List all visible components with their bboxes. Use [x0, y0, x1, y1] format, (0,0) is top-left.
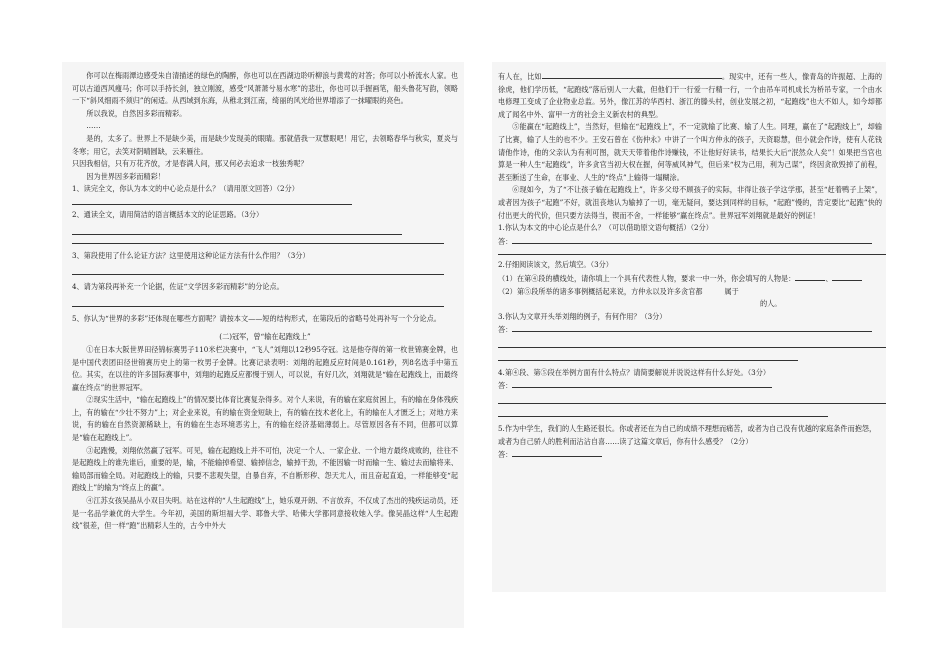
intro-conclusion: 因为世界因多彩而精彩！ — [86, 171, 165, 181]
answer-line — [72, 243, 444, 244]
answer-line — [72, 204, 352, 205]
intro-paragraph-2: 所以我说，自然因多彩而精彩。 — [86, 108, 187, 118]
answer-line — [72, 234, 402, 235]
answer-blank — [512, 235, 872, 244]
answer-line — [498, 347, 886, 348]
passage-continued-1 — [498, 70, 882, 121]
question-r2-2 — [498, 286, 882, 299]
passage-paragraph-4: ④江苏女孩吴晶从小双目失明。站在这样的“人生起跑线”上，她乐观开朗、不言放弃，不仅成了杰出的残疾运动员，还是一名品学兼优的大学生。今年初，美国的斯坦福大学、耶鲁大学、哈佛大学都同意接收她入学。像吴晶这样“人生起跑线”很差，但一样“跑”出精彩人生的，古今中外大 — [72, 496, 458, 531]
answer-label: 答： — [498, 236, 513, 246]
answer-label: 答： — [498, 325, 513, 335]
question-r2-1: （1）在第④段的横线处，请你填上一个具有代表性人物，要求一中一外，你会填写的人物是： 、 — [498, 272, 882, 286]
intro-paragraph-1: 你可以在梅雨潭边感受朱自清描述的绿色的陶醉，你也可以在西湖边聆听柳浪与黄莺的对答；你可以小桥流水人家。也可以古道西风瘦马；你可以手持长剑，独立刚渡，感受“风萧萧兮易水寒”的悲壮，你也可以手握画笔，船头鲁花写韵，领略一下“斜风细雨不须归”的闲适。从西域到东海，从稚北到江南，绮丽的风光给世界增添了一抹曜眼的亮色。 — [72, 71, 458, 106]
question-2: 2、通读全文，请用简洁的语言概括本文的论证思路。（3分） — [72, 209, 264, 219]
question-r3: 3.你认为文章开头举刘翔的例子，有何作用？（3分） — [498, 311, 667, 321]
intro-paragraph-3: 是的，太多了。世界上不是缺少美，而是缺少发现美的眼睛。那就借我一双慧眼吧！用它，去领略春华与秋实，夏炎与冬寒；用它，去笑对阴晴圆缺，云来雁往。 — [72, 133, 458, 156]
question-1: 1、读完全文，你认为本文的中心论点是什么？（请用原文回答）（2分） — [72, 184, 299, 194]
question-4: 4、请为第段再补充一个论据，佐证“文学因多彩而精彩”的分论点。 — [72, 282, 284, 292]
passage-paragraph-2: ②现实生活中，“输在起跑线上”的情况要比体育比赛复杂得多。对个人来说，有的输在家庭贫困上，有的输在身体残疾上，有的输在“少壮不努力”上；对企业来说，有的输在资金短缺上，有的输在技术老化上，有的输在人才匮乏上；对地方来说，有的输在自然资源稀缺上，有的输在生态环境恶劣上，有的输在经济基础薄弱上。尽管原因各有不同，但都可以算是“输在起跑线上”。 — [72, 395, 458, 443]
question-r2-2-end — [498, 298, 882, 311]
answer-line — [72, 274, 444, 275]
passage-paragraph-1: ①在日本大阪世界田径锦标赛男子110米栏决赛中，“飞人”刘翔以12秒95夺冠。这是他夺得的第一枚世锦赛金牌，也是中国代表团田径世锦赛历史上的第一枚男子金牌。比赛记录表明：刘翔的起跑反应时间是0.161秒，列8名选手中第五位。其实，在以往的许多国际赛事中，刘翔的起跑反应都慢于别人，可以说，有好几次，刘翔就是“输在起跑线上，而最终赢在终点”的世界冠军。 — [72, 344, 458, 392]
answer-blank — [512, 379, 772, 388]
fill-blank — [832, 272, 862, 281]
left-column — [62, 62, 464, 628]
question-text: 的人。 — [760, 299, 782, 309]
answer-blank — [512, 448, 602, 457]
question-r2: 2.仔细阅读该文，然后填空。（3分） — [498, 260, 613, 270]
question-r4: 4.第④段、第⑤段在举例方面有什么特点？请简要解说并说说这样有什么好处。（3分） — [498, 367, 770, 377]
answer-blank — [512, 323, 872, 332]
passage-text: 有人在，比如 — [498, 72, 542, 81]
passage-text: 。现实中，还有一些人，像青岛的许振超、上海的徐虎，他们学历低，“起跑线”落后别人一大截，但他们干一行爱一行精一行，一个由吊车司机成长为桥吊专家，一个由水电修理工变成了企业物业总监。另外，像江苏的华西村、浙江的滕头村，创业发展之初，“起跑线”也大不如人，如今却都成了闻名中外、富甲一方的社会主义新农村的典型。 — [498, 72, 882, 119]
intro-paragraph-4: 只因我相信，只有万花齐放，才是春满人间，那又何必去追求一枝独秀呢？ — [72, 159, 308, 169]
answer-line — [72, 306, 444, 307]
fill-blank — [542, 70, 722, 79]
question-text: （1）在第④段的横线处，请你填上一个具有代表性人物，要求一中一外，你会填写的人物是： — [498, 273, 796, 283]
answer-row — [498, 379, 882, 393]
question-3: 3、第段使用了什么论证方法？这里使用这种论证方法有什么作用？（3分） — [72, 250, 310, 260]
question-text: （2）第⑤段所举的诸多事例概括起来说，方仲永以及许多贪官都 — [498, 286, 703, 296]
passage-paragraph-3: ③起跑慢，刘翔依然赢了冠军。可见，输在起跑线上并不可怕，决定一个人、一家企业、一个地方最终成败的，往往不是起跑线上的谁先谁后，重要的是，输，不能输掉希望、输掉信念，输掉干劲，不能因输一时而输一生、输过去而输将来、输局部而输全局。对起跑线上的输，只要不悲观失望，自暴自弃，不自断形秽、怨天尤人，而且奋起直追，一样能够变“起跑线上”的输为“终点上的赢”。 — [72, 445, 458, 493]
passage-paragraph-6: ⑥现如今，为了“不让孩子输在起跑线上”，许多父母不顾孩子的实际，非得让孩子学这学那，甚至“赶着鸭子上架”，或者因为孩子“起跑”不好，就沮丧地认为输掉了一切，毫无疑问，要达到同样的目标，“起跑”慢的，肯定要比“起跑”快的付出更大的代价，但只要方法得当，锲而不舍，一样能够“赢在终点”。世界冠军刘翔就是最好的例证！ — [498, 185, 882, 220]
question-5: 5、你认为“世界的多彩”还体现在哪些方面呢？请按本文——短的结构形式，在第段后的省略号处再补写一个分论点。 — [72, 313, 441, 323]
answer-label: 答： — [498, 381, 513, 391]
right-column — [492, 62, 886, 592]
answer-label: 答： — [498, 450, 513, 460]
intro-ellipsis: …… — [86, 121, 101, 131]
section-title: (二)冠军，曾“输在起跑线上” — [219, 332, 311, 342]
answer-row — [498, 448, 882, 462]
answer-line — [498, 403, 886, 404]
answer-row — [498, 235, 882, 249]
answer-line — [498, 254, 886, 255]
answer-line — [498, 360, 798, 361]
fill-blank — [795, 272, 825, 281]
question-r5: 5.作为中学生，我们的人生路还很长。你或者还在为自己的成绩不理想而痛苦，或者为自己没有优越的家庭条件而抱怨，或者为自己骄人的胜利而沾沾自喜……读了这篇文章后，你有什么感受？（2分） — [498, 424, 877, 446]
answer-row — [498, 323, 882, 337]
answer-line — [498, 416, 828, 417]
question-text: 属于 — [724, 286, 739, 296]
passage-paragraph-5: ⑤能赢在“起跑线上”，当然好，但输在“起跑线上”，不一定就输了比赛、输了人生。同理，赢在了“起跑线上”，却输了比赛，输了人生的也不少。王安石曾在《伤仲永》中讲了一个叫方仲永的孩子，天资聪慧，但小就会作诗，使有人花钱请他作诗，他的父亲认为有利可图，就天天带着他作诗赚钱，不让他好好读书，结果长大后“泯然众人矣”！如果把当官也算是一种人生“起跑线”，许多贪官当初大权在握，何等威风神气，但后来“权为己用，利为己谋”，终因贪欲毁掉了前程，甚至断送了生命，在事业、人生的“终点”上输得一塌糊涂。 — [498, 122, 882, 182]
question-r1: 1.你认为本文的中心论点是什么？（可以借助原文语句概括）（2分） — [498, 223, 713, 233]
